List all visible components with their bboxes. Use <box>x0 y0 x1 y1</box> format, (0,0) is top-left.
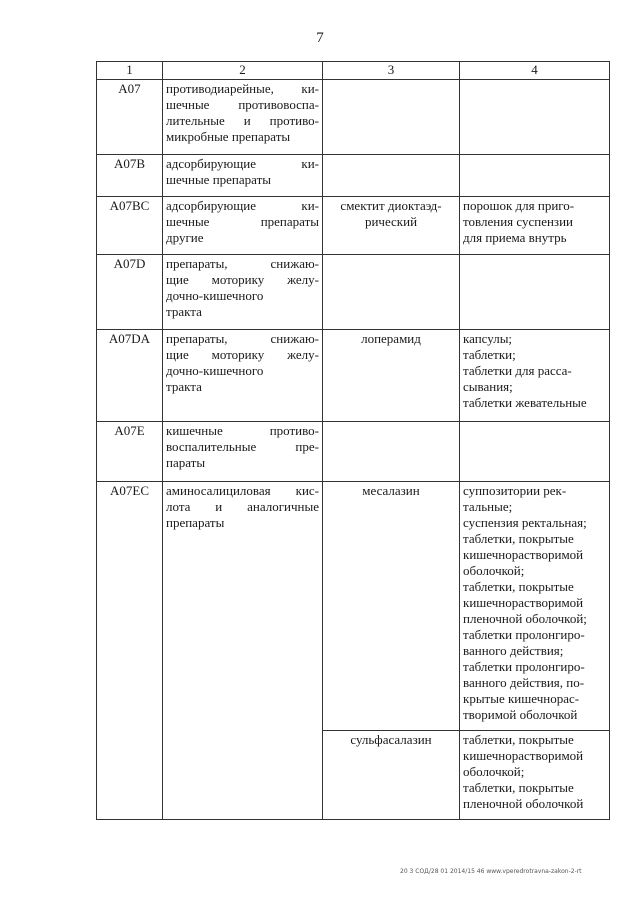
group-name-line: лительные и противо- <box>166 113 319 128</box>
group-name-line: шечные препараты <box>166 214 319 229</box>
dosage-form-line: ванного действия; <box>463 643 564 658</box>
dosage-form-cell <box>460 731 610 820</box>
group-name-line: щие моторику желу- <box>166 272 319 287</box>
table-body <box>97 80 610 820</box>
dosage-form-line: таблетки для расса- <box>463 363 572 378</box>
table-row <box>97 482 610 731</box>
table-row <box>97 330 610 422</box>
group-name-line: адсорбирующие ки- <box>166 156 319 171</box>
dosage-form-line: тальные; <box>463 499 513 514</box>
dosage-form-cell <box>460 197 610 255</box>
dosage-form-line: оболочкой; <box>463 764 525 779</box>
dosage-form-cell <box>460 330 610 422</box>
inn-cell <box>323 80 460 155</box>
group-name-cell <box>163 482 323 820</box>
dosage-form-line: таблетки пролонгиро- <box>463 627 585 642</box>
dosage-form-line: порошок для приго- <box>463 198 575 213</box>
group-name-line: тракта <box>166 379 202 394</box>
dosage-form-line: оболочкой; <box>463 563 525 578</box>
dosage-form-line: кишечнорастворимой <box>463 748 584 763</box>
table-row <box>97 422 610 482</box>
group-name-line: шечные препараты <box>166 172 272 187</box>
atc-code-cell: A07E <box>97 422 163 482</box>
group-name-line: другие <box>166 230 204 245</box>
atc-code-cell: A07BC <box>97 197 163 255</box>
dosage-form-line: пленочной оболочкой <box>463 796 584 811</box>
group-name-line: дочно-кишечного <box>166 363 264 378</box>
atc-code-cell: A07DA <box>97 330 163 422</box>
dosage-form-line: пленочной оболочкой; <box>463 611 587 626</box>
header-col-2: 2 <box>163 62 323 80</box>
dosage-form-cell <box>460 155 610 197</box>
dosage-form-line: кишечнорастворимой <box>463 595 584 610</box>
dosage-form-line: сывания; <box>463 379 513 394</box>
group-name-line: препараты, снижаю- <box>166 256 319 271</box>
header-col-3: 3 <box>323 62 460 80</box>
inn-cell <box>323 155 460 197</box>
table-row <box>97 255 610 330</box>
inn-cell <box>323 482 460 731</box>
header-row <box>97 62 610 80</box>
dosage-form-cell <box>460 255 610 330</box>
group-name-line: адсорбирующие ки- <box>166 198 319 213</box>
header-col-4: 4 <box>460 62 610 80</box>
atc-code-cell: A07B <box>97 155 163 197</box>
inn-line: смектит диоктаэд- <box>340 198 442 213</box>
dosage-form-line: суппозитории рек- <box>463 483 567 498</box>
group-name-line: лота и аналогичные <box>166 499 319 514</box>
dosage-form-line: ванного действия, по- <box>463 675 585 690</box>
dosage-form-line: творимой оболочкой <box>463 707 578 722</box>
header-col-1: 1 <box>97 62 163 80</box>
group-name-line: дочно-кишечного <box>166 288 264 303</box>
dosage-form-line: суспензия ректальная; <box>463 515 587 530</box>
dosage-form-line: для приема внутрь <box>463 230 567 245</box>
dosage-form-cell <box>460 422 610 482</box>
inn-cell <box>323 255 460 330</box>
inn-cell <box>323 422 460 482</box>
dosage-form-line: таблетки, покрытые <box>463 531 574 546</box>
inn-line: рический <box>364 214 418 229</box>
inn-line: сульфасалазин <box>350 732 432 747</box>
group-name-line: препараты <box>166 515 225 530</box>
group-name-cell <box>163 422 323 482</box>
group-name-line: шечные противовоспа- <box>166 97 319 112</box>
group-name-line: аминосалициловая кис- <box>166 483 319 498</box>
inn-cell <box>323 731 460 820</box>
dosage-form-line: капсулы; <box>463 331 513 346</box>
dosage-form-line: таблетки пролонгиро- <box>463 659 585 674</box>
group-name-line: препараты, снижаю- <box>166 331 319 346</box>
dosage-form-line: таблетки жевательные <box>463 395 587 410</box>
group-name-line: микробные препараты <box>166 129 291 144</box>
dosage-form-line: товления суспензии <box>463 214 573 229</box>
table-row <box>97 155 610 197</box>
footer-stamp: 20 3 СОД/28 01 2014/15 46 www.vperedrotravna-zakon-2-rt <box>400 868 582 875</box>
dosage-form-line: таблетки, покрытые <box>463 579 574 594</box>
dosage-form-line: таблетки; <box>463 347 516 362</box>
dosage-form-line: кишечнорастворимой <box>463 547 584 562</box>
dosage-form-line: таблетки, покрытые <box>463 732 574 747</box>
drug-table <box>96 61 610 820</box>
group-name-cell <box>163 330 323 422</box>
group-name-cell <box>163 80 323 155</box>
atc-code-cell: A07EC <box>97 482 163 820</box>
group-name-cell <box>163 255 323 330</box>
dosage-form-line: крытые кишечнорас- <box>463 691 580 706</box>
group-name-line: тракта <box>166 304 202 319</box>
inn-line: месалазин <box>362 483 420 498</box>
group-name-line: параты <box>166 455 206 470</box>
inn-line: лоперамид <box>361 331 421 346</box>
group-name-line: противодиарейные, ки- <box>166 81 319 96</box>
inn-cell <box>323 197 460 255</box>
atc-code-cell: A07D <box>97 255 163 330</box>
dosage-form-line: таблетки, покрытые <box>463 780 574 795</box>
atc-code-cell: A07 <box>97 80 163 155</box>
page-number: 7 <box>316 30 324 46</box>
group-name-line: кишечные противо- <box>166 423 319 438</box>
dosage-form-cell <box>460 482 610 731</box>
group-name-cell <box>163 197 323 255</box>
inn-cell <box>323 330 460 422</box>
table-row <box>97 197 610 255</box>
group-name-line: щие моторику желу- <box>166 347 319 362</box>
dosage-form-cell <box>460 80 610 155</box>
group-name-cell <box>163 155 323 197</box>
group-name-line: воспалительные пре- <box>166 439 319 454</box>
table-row <box>97 80 610 155</box>
